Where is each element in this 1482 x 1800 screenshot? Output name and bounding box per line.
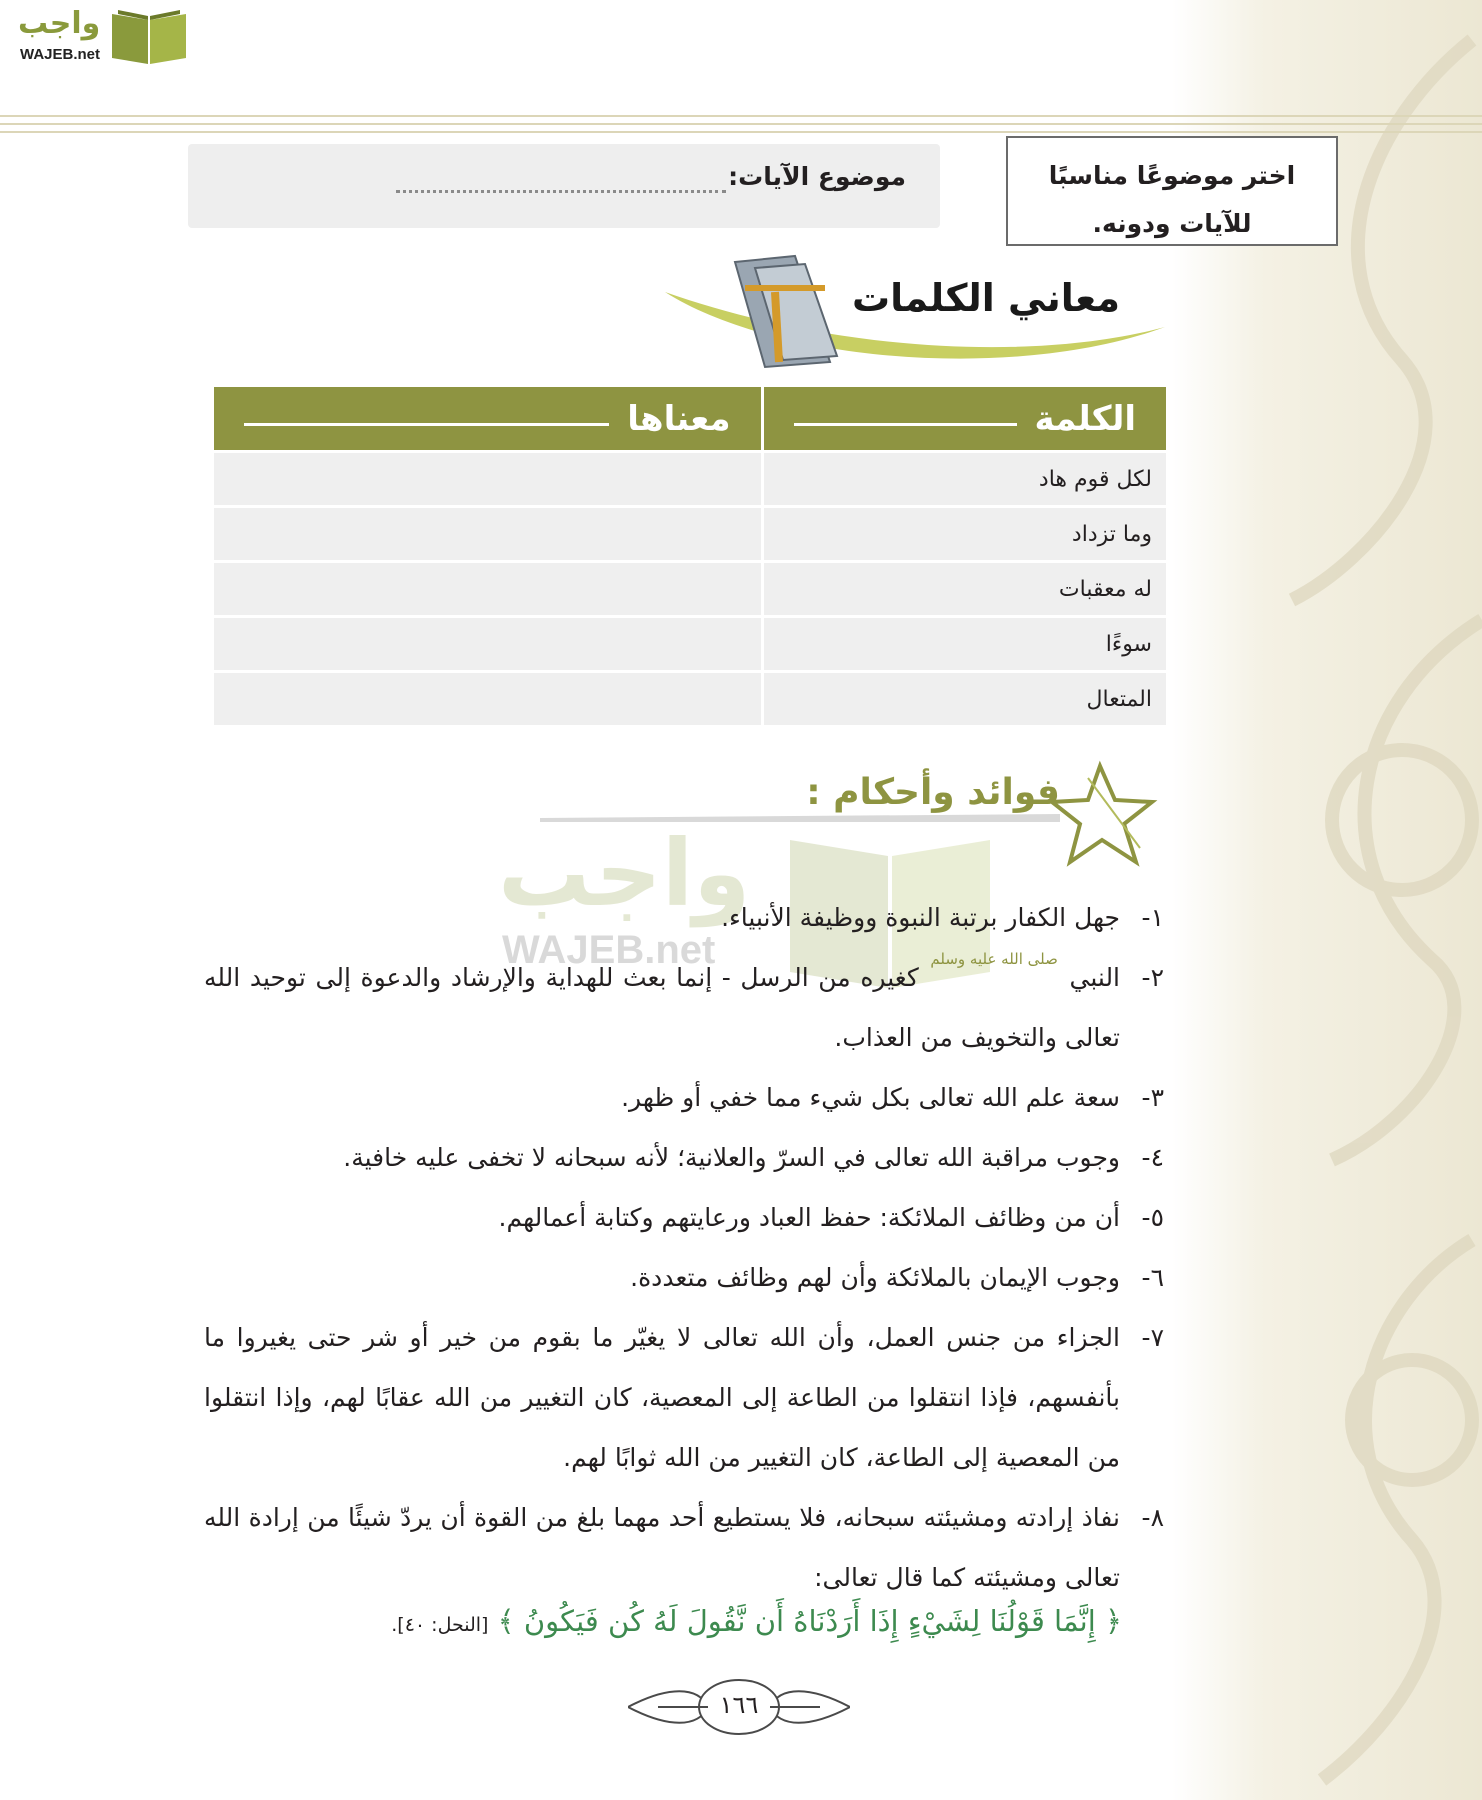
point-text: الجزاء من جنس العمل، وأن الله تعالى لا يغيّر ما بقوم من خير أو شر حتى يغيروا ما بأنفسهم، فإذا انتقلوا من الطاعة إلى المعصية، كان التغيير من الله عقابًا لهم، وإذا انتقلوا من المعصية إلى الطاعة، كان التغيير من الله ثوابًا لهم.	[204, 1323, 1120, 1472]
benefits-heading: فوائد وأحكام :	[806, 772, 1060, 813]
list-item	[204, 1128, 1164, 1188]
list-item	[204, 1488, 1164, 1608]
quran-verse	[391, 1604, 1122, 1638]
book-icon	[108, 6, 190, 66]
point-number: ٦-	[1141, 1263, 1164, 1292]
point-text: أن من وظائف الملائكة: حفظ العباد ورعايتهم وكتابة أعمالهم.	[498, 1203, 1120, 1232]
topic-label: موضوع الآيات:	[728, 162, 906, 191]
vocabulary-table	[214, 387, 1166, 725]
verse-reference: [النحل: ٤٠].	[391, 1614, 489, 1636]
point-number: ٤-	[1141, 1143, 1164, 1172]
point-text	[204, 948, 1120, 1068]
list-item	[204, 1068, 1164, 1128]
list-item	[204, 888, 1164, 948]
point-number: ٣-	[1141, 1083, 1164, 1112]
table-row	[214, 507, 1166, 562]
meaning-cell[interactable]	[214, 672, 762, 726]
point-number: ٥-	[1141, 1203, 1164, 1232]
column-header-meaning	[214, 387, 762, 452]
topic-answer-line[interactable]	[396, 168, 726, 193]
header-line	[794, 423, 1017, 426]
watermark-arabic: واجب	[498, 820, 751, 927]
point-text-end: كغيره من الرسل - إنما بعث للهداية والإرشاد والدعوة إلى توحيد الله تعالى والتخويف من العذاب.	[204, 963, 1120, 1052]
pbuh-calligraphy: صلى الله عليه وسلم	[930, 950, 1058, 968]
meanings-heading: معاني الكلمات	[851, 276, 1120, 320]
logo-arabic-text: واجب	[18, 6, 101, 41]
point-number: ٨-	[1141, 1503, 1164, 1532]
point-text: وجوب مراقبة الله تعالى في السرّ والعلانية؛ لأنه سبحانه لا تخفى عليه خافية.	[343, 1143, 1120, 1172]
meaning-cell[interactable]	[214, 507, 762, 562]
point-text-start: النبي	[1069, 963, 1121, 992]
instruction-line-1: اختر موضوعًا مناسبًا	[1048, 161, 1296, 190]
logo-english-text: WAJEB.net	[20, 46, 101, 63]
table-row	[214, 672, 1166, 726]
list-item	[204, 1248, 1164, 1308]
meaning-cell[interactable]	[214, 617, 762, 672]
meaning-cell[interactable]	[214, 562, 762, 617]
header-line	[244, 423, 609, 426]
column-header-meaning-label: معناها	[627, 398, 731, 439]
point-number: ٢-	[1141, 963, 1164, 992]
table-row	[214, 562, 1166, 617]
meaning-cell[interactable]	[214, 452, 762, 507]
arabesque-ornament	[1172, 0, 1482, 1800]
point-number: ١-	[1141, 903, 1164, 932]
wajeb-logo[interactable]	[8, 6, 190, 68]
page-number: ١٦٦	[719, 1691, 759, 1719]
list-item	[204, 1308, 1164, 1488]
benefits-list	[204, 888, 1164, 1608]
table-row	[214, 617, 1166, 672]
table-row	[214, 452, 1166, 507]
word-cell: سوءًا	[762, 617, 1166, 672]
point-text: سعة علم الله تعالى بكل شيء مما خفي أو ظهر.	[621, 1083, 1120, 1112]
list-item	[204, 1188, 1164, 1248]
list-item	[204, 948, 1164, 1068]
word-cell: لكل قوم هاد	[762, 452, 1166, 507]
point-number: ٧-	[1141, 1323, 1164, 1352]
verse-text: ﴿ إِنَّمَا قَوْلُنَا لِشَيْءٍ إِذَا أَرَدْنَاهُ أَن نَّقُولَ لَهُ كُن فَيَكُونُ ﴾	[497, 1604, 1122, 1638]
column-header-word-label: الكلمة	[1034, 398, 1136, 439]
word-cell: له معقبات	[762, 562, 1166, 617]
point-text: وجوب الإيمان بالملائكة وأن لهم وظائف متعددة.	[630, 1263, 1120, 1292]
point-text: نفاذ إرادته ومشيئته سبحانه، فلا يستطيع أحد مهما بلغ من القوة أن يردّ شيئًا من إرادة الله تعالى ومشيئته كما قال تعالى:	[204, 1503, 1120, 1592]
watermark-english: WAJEB.net	[502, 928, 716, 972]
point-text: جهل الكفار برتبة النبوة ووظيفة الأنبياء.	[721, 903, 1120, 932]
word-cell: وما تزداد	[762, 507, 1166, 562]
instruction-box	[1006, 136, 1338, 246]
word-cell: المتعال	[762, 672, 1166, 726]
column-header-word	[762, 387, 1166, 452]
instruction-line-2: للآيات ودونه.	[1092, 209, 1252, 238]
